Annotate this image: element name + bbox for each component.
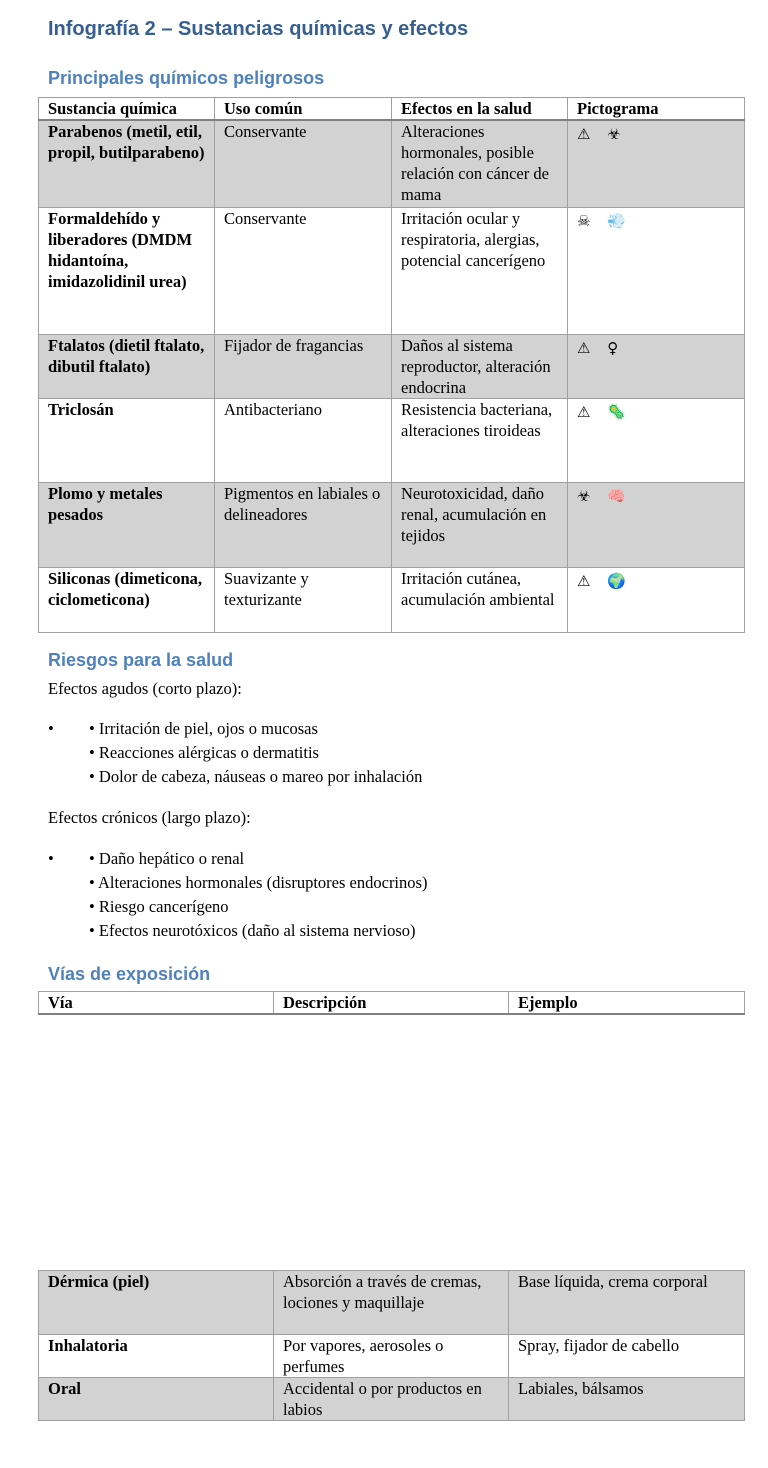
list-item: • • Irritación de piel, ojos o mucosas — [48, 717, 422, 741]
use-cell: Conservante — [215, 207, 392, 334]
column-header: Uso común — [215, 98, 392, 121]
column-header: Descripción — [274, 992, 509, 1015]
use-cell: Fijador de fragancias — [215, 334, 392, 398]
description-cell: Accidental o por productos en labios — [274, 1378, 509, 1421]
chronic-effects-label: Efectos crónicos (largo plazo): — [48, 808, 251, 827]
example-cell: Base líquida, crema corporal — [509, 1271, 745, 1335]
use-cell: Antibacteriano — [215, 398, 392, 482]
acute-effects-list — [48, 717, 422, 789]
table-row — [39, 120, 745, 207]
column-header: Pictograma — [568, 98, 745, 121]
substance-cell: Siliconas (dimeticona, ciclometicona) — [39, 567, 215, 632]
example-cell: Spray, fijador de cabello — [509, 1335, 745, 1378]
chemicals-table — [38, 97, 745, 633]
page-title: Infografía 2 – Sustancias químicas y efectos — [48, 18, 469, 40]
warning-female-icon: ⚠ ♀ — [568, 334, 745, 398]
biohazard-brain-icon: ☣ 🧠 — [568, 482, 745, 567]
list-item: • Riesgo cancerígeno — [89, 897, 229, 916]
effects-cell: Alteraciones hormonales, posible relación con cáncer de mama — [392, 120, 568, 207]
substance-cell: Parabenos (metil, etil, propil, butilparabeno) — [39, 120, 215, 207]
substance-cell: Ftalatos (dietil ftalato, dibutil ftalato) — [39, 334, 215, 398]
acute-effects-label: Efectos agudos (corto plazo): — [48, 679, 242, 698]
exposure-table-header — [38, 991, 745, 1015]
route-cell: Inhalatoria — [39, 1335, 274, 1378]
table-row — [39, 482, 745, 567]
example-cell: Labiales, bálsamos — [509, 1378, 745, 1421]
list-item: • Reacciones alérgicas o dermatitis — [89, 743, 319, 762]
effects-cell: Daños al sistema reproductor, alteración endocrina — [392, 334, 568, 398]
route-cell: Oral — [39, 1378, 274, 1421]
chronic-effects-list — [48, 847, 427, 943]
section-heading-exposure: Vías de exposición — [48, 964, 211, 984]
column-header: Ejemplo — [509, 992, 745, 1015]
effects-cell: Irritación ocular y respiratoria, alergias, potencial cancerígeno — [392, 207, 568, 334]
section-heading-chemicals: Principales químicos peligrosos — [48, 68, 325, 88]
column-header: Sustancia química — [39, 98, 215, 121]
column-header: Efectos en la salud — [392, 98, 568, 121]
table-row — [39, 334, 745, 398]
list-item: • Dolor de cabeza, náuseas o mareo por inhalación — [89, 767, 423, 786]
description-cell: Absorción a través de cremas, lociones y maquillaje — [274, 1271, 509, 1335]
warning-biohazard-icon: ⚠ ☣ — [568, 120, 745, 207]
table-header-row — [39, 992, 745, 1015]
warning-globe-icon: ⚠ 🌍 — [568, 567, 745, 632]
substance-cell: Plomo y metales pesados — [39, 482, 215, 567]
description-cell: Por vapores, aerosoles o perfumes — [274, 1335, 509, 1378]
table-header-row — [39, 98, 745, 121]
route-cell: Dérmica (piel) — [39, 1271, 274, 1335]
list-item: • • Daño hepático o renal — [48, 847, 427, 871]
section-heading-risks: Riesgos para la salud — [48, 650, 234, 670]
substance-cell: Triclosán — [39, 398, 215, 482]
use-cell: Suavizante y texturizante — [215, 567, 392, 632]
table-row — [39, 207, 745, 334]
use-cell: Conservante — [215, 120, 392, 207]
table-row — [39, 567, 745, 632]
substance-cell: Formaldehído y liberadores (DMDM hidantoína, imidazolidinil urea) — [39, 207, 215, 334]
effects-cell: Resistencia bacteriana, alteraciones tiroideas — [392, 398, 568, 482]
effects-cell: Neurotoxicidad, daño renal, acumulación en tejidos — [392, 482, 568, 567]
use-cell: Pigmentos en labiales o delineadores — [215, 482, 392, 567]
effects-cell: Irritación cutánea, acumulación ambiental — [392, 567, 568, 632]
table-row — [39, 398, 745, 482]
exposure-table — [38, 1270, 745, 1421]
warning-bacteria-icon: ⚠ 🦠 — [568, 398, 745, 482]
skull-splash-icon: ☠ 💨 — [568, 207, 745, 334]
list-item: • Alteraciones hormonales (disruptores endocrinos) — [89, 873, 428, 892]
list-item: • Efectos neurotóxicos (daño al sistema nervioso) — [89, 921, 416, 940]
column-header: Vía — [39, 992, 274, 1015]
table-row — [39, 1378, 745, 1421]
table-row — [39, 1271, 745, 1335]
table-row — [39, 1335, 745, 1378]
